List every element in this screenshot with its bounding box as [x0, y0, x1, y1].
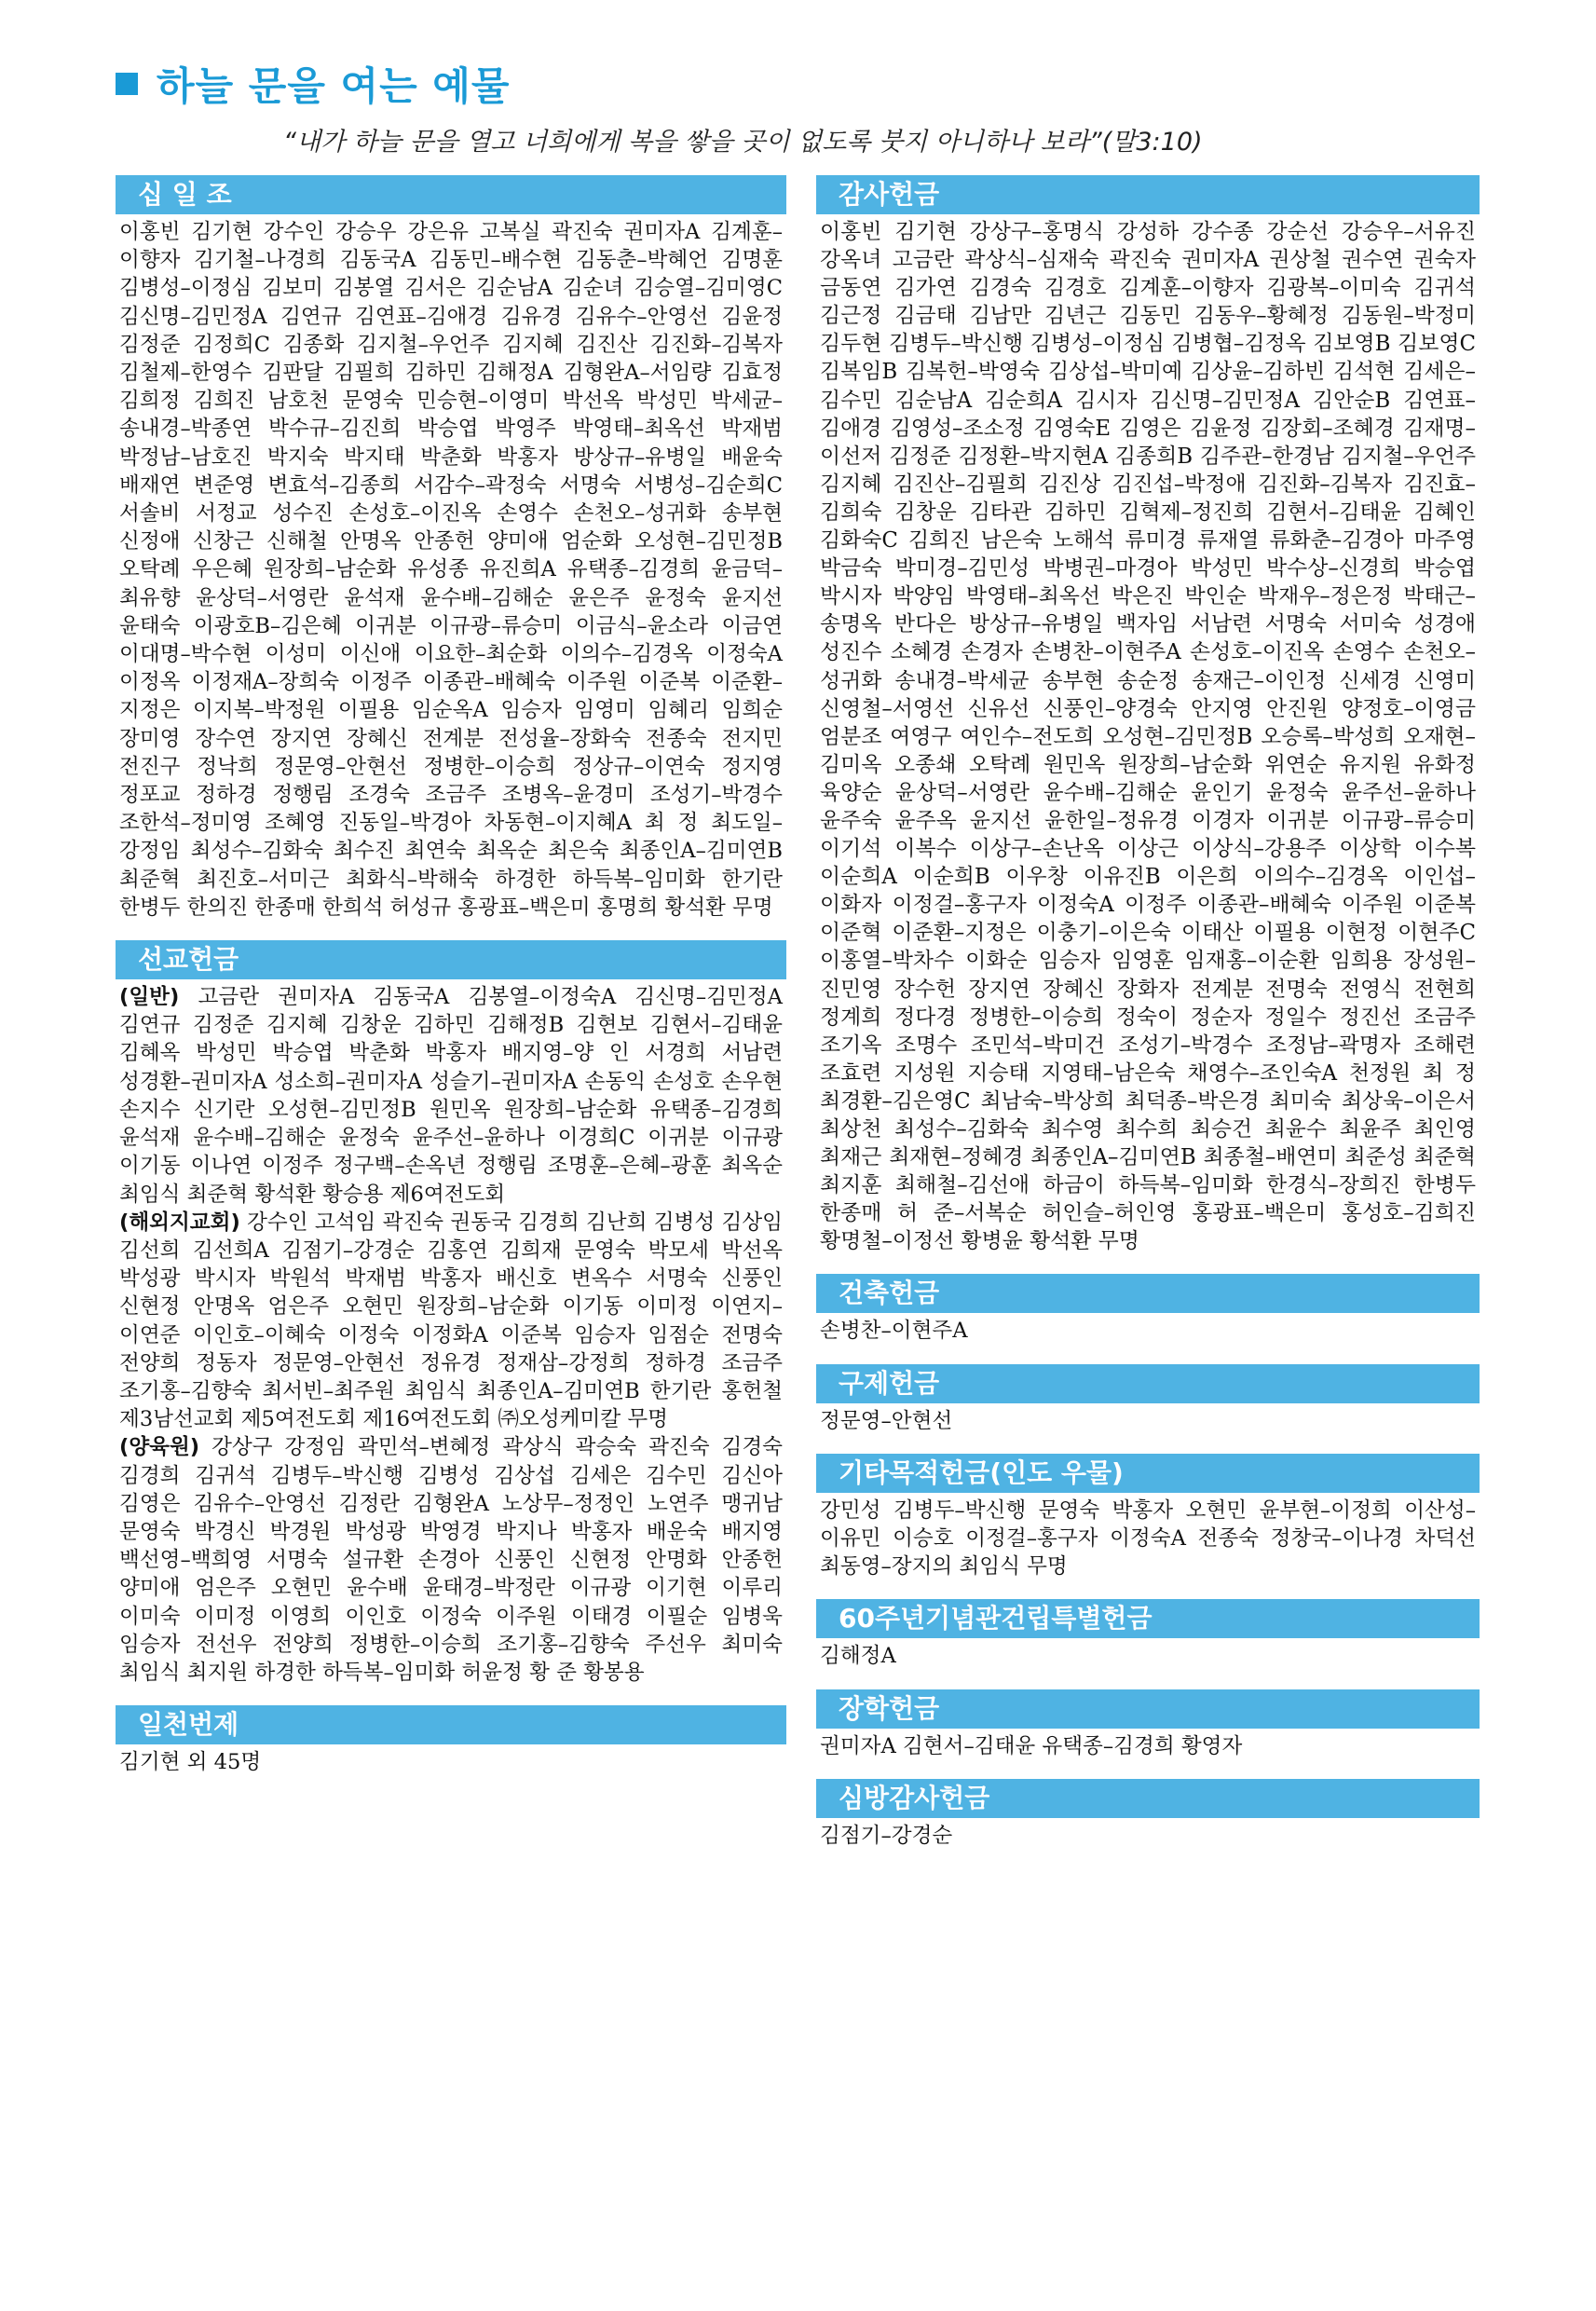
section-heading-relief: 구제헌금 — [816, 1364, 1480, 1403]
scholarship-names: 권미자A 김현서–김태윤 유택종–김경희 황영자 — [820, 1733, 1243, 1758]
section-heading-ilcheon: 일천번제 — [116, 1705, 786, 1744]
anniversary-names: 김해정A — [820, 1644, 896, 1669]
mission-overseas-label: (해외지교회) — [119, 1210, 240, 1235]
section-relief — [816, 1364, 1480, 1435]
other-names: 강민성 김병두–박신행 문영숙 박홍자 오현민 윤부현–이정희 이산성–이유민 이승호 이정걸–홍구자 이정숙A 전종숙 정창국–이나경 차덕선 최동영–장지의 최임식 무명 — [820, 1497, 1476, 1579]
section-heading-scholarship: 장학헌금 — [816, 1689, 1480, 1729]
mission-general-names: 고금란 권미자A 김동국A 김봉열–이정숙A 김신명–김민정A 김연규 김정준 김지혜 김창운 김하민 김해정B 김현보 김현서–김태윤 김혜옥 박성민 박승엽 박춘화 박홍자 배지영–양 인 서경희 서남련 성경환–권미자A 성소희–권미자A 성슬기–권미자A 손동익 손성호 손우현 손지수 신기란 오성현–김민정B 원민옥 원장희–남순화 유택종–김경희 윤석재 윤수배–김해순 윤정숙 윤주선–윤하나 이경희C 이귀분 이규광 이기동 이나연 이정주 정구백–손옥년 정행림 조명훈–은혜–광훈 최옥순 최임식 최준혁 황석환 황승용 제6여전도회 — [119, 985, 783, 1207]
mission-overseas-names: 강수인 고석임 곽진숙 권동국 김경희 김난희 김병성 김상임 김선희 김선희A 김점기–강경순 김홍연 김희재 문영숙 박모세 박선옥 박성광 박시자 박원석 박재범 박홍자 배신호 변옥수 서명숙 신풍인 신현정 안명옥 엄은주 오현민 원장희–남순화 이기동 이미정 이연지–이연준 이인호–이혜숙 이정숙 이정화A 이준복 임승자 임점순 전명숙 전양희 정동자 정문영–안현선 정유경 정재삼–강정희 정하경 조금주 조기홍–김향숙 최서빈–최주원 최임식 최종인A–김미연B 한기란 홍헌철 제3남선교회 제5여전도회 제16여전도회 ㈜오성케미칼 무명 — [119, 1210, 783, 1432]
mission-body — [116, 979, 786, 1687]
page-title — [116, 56, 1494, 112]
section-tithe — [116, 175, 786, 922]
section-ilcheon — [116, 1705, 786, 1776]
building-names: 손병찬–이현주A — [820, 1319, 968, 1344]
mission-nursery-names: 강상구 강정임 곽민석–변혜정 곽상식 곽승숙 곽진숙 김경숙 김경희 김귀석 김병두–박신행 김병성 김상섭 김세은 김수민 김신아 김영은 김유수–안영선 김정란 김형완A 노상무–정정인 노연주 맹귀남 문영숙 박경신 박경원 박성광 박영경 박지나 박홍자 배운숙 배지영 백선영–백희영 서명숙 설규환 손경아 신풍인 신현정 안명화 안종헌 양미애 엄은주 오현민 윤수배 윤태경–박정란 이규광 이기현 이루리 이미숙 이미정 이영희 이인호 이정숙 이주원 이태경 이필순 임병욱 임승자 전선우 전양희 정병한–이승희 조기홍–김향숙 주선우 최미숙 최임식 최지원 하경한 하득복–임미화 허윤정 황 준 황봉용 — [119, 1435, 783, 1685]
page-title-text: 하늘 문을 여는 예물 — [157, 63, 511, 109]
section-scholarship — [816, 1689, 1480, 1760]
section-heading-anniversary: 60주년기념관건립특별헌금 — [816, 1599, 1480, 1638]
section-visitation — [816, 1779, 1480, 1850]
section-heading-building: 건축헌금 — [816, 1274, 1480, 1313]
visitation-names: 김점기–강경순 — [820, 1823, 953, 1848]
section-building — [816, 1274, 1480, 1345]
relief-names: 정문영–안현선 — [820, 1408, 953, 1433]
mission-general-label: (일반) — [119, 985, 180, 1010]
square-bullet-icon — [116, 73, 138, 95]
ilcheon-names: 김기현 외 45명 — [119, 1750, 262, 1775]
section-heading-other: 기타목적헌금(인도 우물) — [816, 1454, 1480, 1493]
mission-nursery-label: (양육원) — [119, 1435, 200, 1460]
scripture-quote: “내가 하늘 문을 열고 너희에게 복을 쌓을 곳이 없도록 붓지 아니하나 보라”(말3:10) — [283, 128, 1203, 157]
thanks-names: 이홍빈 김기현 강상구–홍명식 강성하 강수종 강순선 강승우–서유진 강옥녀 고금란 곽상식–심재숙 곽진숙 권미자A 권상철 권수연 권숙자 금동연 김가연 김경숙 김경호 김계훈–이향자 김광복–이미숙 김귀석 김근정 김금태 김남만 김년근 김동민 김동우–황혜정 김동원–박정미 김두현 김병두–박신행 김병성–이정심 김병협–김정옥 김보영B 김보영C 김복임B 김복헌–박영숙 김상섭–박미예 김상윤–김하빈 김석현 김세은–김수민 김순남A 김순희A 김시자 김신명–김민정A 김안순B 김연표–김애경 김영성–조소정 김영숙E 김영은 김윤정 김장회–조혜경 김재명–이선저 김정준 김정환–박지현A 김종희B 김주관–한경남 김지철–우언주 김지혜 김진산–김필희 김진상 김진섭–박정애 김진화–김복자 김진효–김희숙 김창운 김타관 김하민 김혁제–정진희 김현서–김태윤 김혜인 김화숙C 김희진 남은숙 노해석 류미경 류재열 류화춘–김경아 마주영 박금숙 박미경–김민성 박병권–마경아 박성민 박수상–신경희 박승엽 박시자 박양임 박영태–최옥선 박은진 박인순 박재우–정은정 박태근–송명옥 반다은 방상규–유병일 백자임 서남련 서명숙 서미숙 성경애 성진수 소혜경 손경자 손병찬–이현주A 손성호–이진옥 손영수 손천오–성귀화 송내경–박세균 송부현 송순정 송재근–이인정 신세경 신영미 신영철–서영선 신유선 신풍인–양경숙 안지영 안진원 양정호–이영금 엄분조 여영구 여인수–전도희 오성현–김민정B 오승록–박성희 오재현–김미옥 오종쇄 오탁례 원민옥 원장희–남순화 위연순 유지원 유화정 육양순 윤상덕–서영란 윤수배–김해순 윤인기 윤정숙 윤주선–윤하나 윤주숙 윤주옥 윤지선 윤한일–정유경 이경자 이귀분 이규광–류승미 이기석 이복수 이상구–손난옥 이상근 이상식–강용주 이상학 이수복 이순희A 이순희B 이우창 이유진B 이은희 이의수–김경옥 이인섭–이화자 이정걸–홍구자 이정숙A 이정주 이종관–배혜숙 이주원 이준복 이준혁 이준환–지정은 이충기–이은숙 이태산 이필용 이현정 이현주C 이홍열–박차수 이화순 임승자 임영훈 임재홍–이순환 임희용 장성원–진민영 장수헌 장지연 장혜신 장화자 전계분 전명숙 전영식 전현희 정계희 정다경 정병한–이승희 정숙이 정순자 정일수 정진선 조금주 조기옥 조명수 조민석–박미건 조성기–박경수 조정남–곽명자 조해련 조효련 지성원 지승태 지영태–남은숙 채영수–조인숙A 천정원 최 정 최경환–김은영C 최남숙–박상희 최덕종–박은경 최미숙 최상욱–이은서 최상천 최성수–김화숙 최수영 최수희 최승건 최윤수 최윤주 최인영 최재근 최재현–정혜경 최종인A–김미연B 최종철–배연미 최준성 최준혁 최지훈 최해철–김선애 하금이 하득복–임미화 한경식–장희진 한병두 한종매 허 준–서복순 허인슬–허인영 홍광표–백은미 홍성호–김희진 황명철–이정선 황병윤 황석환 무명 — [820, 220, 1476, 1254]
mission-overseas — [119, 1209, 783, 1434]
section-anniversary — [816, 1599, 1480, 1670]
mission-general — [119, 983, 783, 1209]
section-thanks — [816, 175, 1480, 1255]
right-column — [816, 175, 1480, 1868]
section-heading-visitation: 심방감사헌금 — [816, 1779, 1480, 1818]
page-header — [116, 56, 1494, 157]
mission-nursery — [119, 1433, 783, 1687]
tithe-names: 이홍빈 김기현 강수인 강승우 강은유 고복실 곽진숙 권미자A 김계훈–이향자 김기철–나경희 김동국A 김동민–배수현 김동춘–박혜언 김명훈 김병성–이정심 김보미 김봉열 김서은 김순남A 김순녀 김승열–김미영C 김신명–김민정A 김연규 김연표–김애경 김유경 김유수–안영선 김윤정 김정준 김정희C 김종화 김지철–우언주 김지혜 김진산 김진화–김복자 김철제–한영수 김판달 김필희 김하민 김해정A 김형완A–서임량 김효정 김희정 김희진 남호천 문영숙 민승현–이영미 박선옥 박성민 박세균–송내경–박종연 박수규–김진희 박승엽 박영주 박영태–최옥선 박재범 박정남–남호진 박지숙 박지태 박춘화 박홍자 방상규–유병일 배윤숙 배재연 변준영 변효석–김종희 서감수–곽정숙 서명숙 서병성–김순희C 서솔비 서정교 성수진 손성호–이진옥 손영수 손천오–성귀화 송부현 신정애 신창근 신해철 안명옥 안종헌 양미애 엄순화 오성현–김민정B 오탁례 우은혜 원장희–남순화 유성종 유진희A 유택종–김경희 윤금덕–최유향 윤상덕–서영란 윤석재 윤수배–김해순 윤은주 윤정숙 윤지선 윤태숙 이광호B–김은혜 이귀분 이규광–류승미 이금식–윤소라 이금연 이대명–박수현 이성미 이신애 이요한–최순화 이의수–김경옥 이정숙A 이정옥 이정재A–장희숙 이정주 이종관–배혜숙 이주원 이준복 이준환–지정은 이지복–박정원 이필용 임순옥A 임승자 임영미 임혜리 임희순 장미영 장수연 장지연 장혜신 전계분 전성율–장화숙 전종숙 전지민 전진구 정낙희 정문영–안현선 정병한–이승희 정상규–이연숙 정지영 정포교 정하경 정행림 조경숙 조금주 조병옥–윤경미 조성기–박경수 조한석–정미영 조혜영 진동일–박경아 차동현–이지혜A 최 정 최도일–강정임 최성수–김화숙 최수진 최연숙 최옥순 최은숙 최종인A–김미연B 최준혁 최진호–서미근 최화식–박해숙 하경한 하득복–임미화 한기란 한병두 한의진 한종매 한희석 허성규 홍광표–백은미 홍명희 황석환 무명 — [119, 220, 784, 920]
section-heading-mission: 선교헌금 — [116, 940, 786, 979]
section-other — [816, 1454, 1480, 1581]
section-heading-tithe: 십 일 조 — [116, 175, 786, 214]
section-mission — [116, 940, 786, 1687]
section-heading-thanks: 감사헌금 — [816, 175, 1480, 214]
left-column — [116, 175, 786, 1795]
